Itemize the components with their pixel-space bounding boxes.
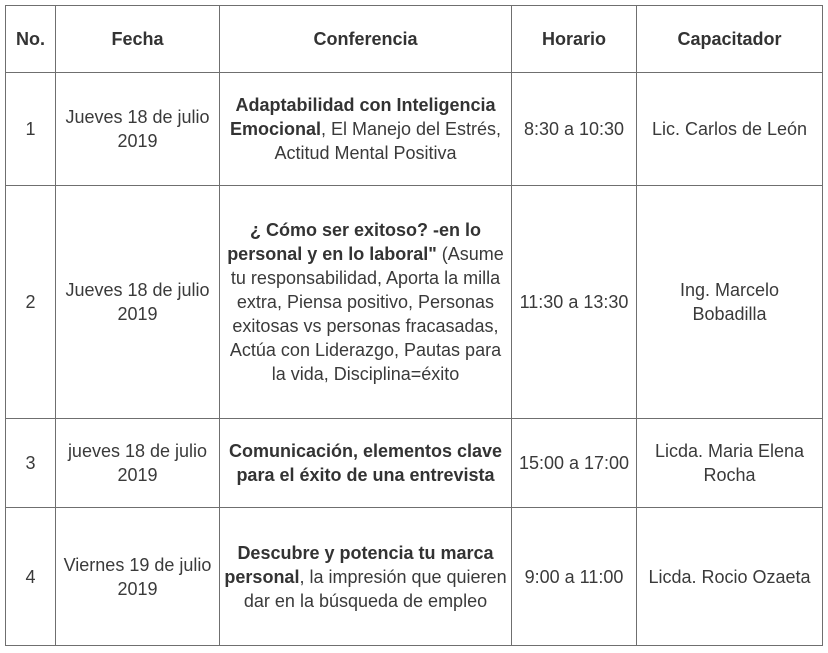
header-capacitador: Capacitador bbox=[637, 6, 823, 73]
header-fecha: Fecha bbox=[56, 6, 220, 73]
cell-fecha: Viernes 19 de julio 2019 bbox=[56, 508, 220, 646]
cell-fecha: jueves 18 de julio 2019 bbox=[56, 419, 220, 508]
header-conferencia: Conferencia bbox=[220, 6, 512, 73]
cell-horario: 11:30 a 13:30 bbox=[512, 186, 637, 419]
header-horario: Horario bbox=[512, 6, 637, 73]
conference-title: Comunicación, elementos clave para el éxito de una entrevista bbox=[228, 441, 503, 485]
cell-no: 1 bbox=[6, 73, 56, 186]
cell-no: 2 bbox=[6, 186, 56, 419]
cell-capacitador: Licda. Maria Elena Rocha bbox=[637, 419, 823, 508]
cell-conferencia bbox=[220, 508, 512, 646]
cell-capacitador: Licda. Rocio Ozaeta bbox=[637, 508, 823, 646]
table-row bbox=[6, 419, 823, 508]
conference-title: ¿ Cómo ser exitoso? -en lo personal y en lo laboral" bbox=[227, 220, 482, 264]
cell-conferencia bbox=[220, 186, 512, 419]
cell-horario: 8:30 a 10:30 bbox=[512, 73, 637, 186]
cell-conferencia bbox=[220, 73, 512, 186]
header-no: No. bbox=[6, 6, 56, 73]
table-row bbox=[6, 186, 823, 419]
cell-conferencia bbox=[220, 419, 512, 508]
conference-details: , El Manejo del Estrés, Actitud Mental Positiva bbox=[274, 119, 502, 163]
conference-details: (Asume tu responsabilidad, Aporta la milla extra, Piensa positivo, Personas exitosas vs personas fracasadas, Actúa con Liderazgo, Pautas para la vida, Disciplina=éxito bbox=[229, 244, 504, 384]
conference-details: , la impresión que quieren dar en la búsqueda de empleo bbox=[243, 566, 507, 611]
cell-fecha: Jueves 18 de julio 2019 bbox=[56, 73, 220, 186]
table-body bbox=[6, 73, 823, 646]
cell-fecha: Jueves 18 de julio 2019 bbox=[56, 186, 220, 419]
cell-capacitador: Lic. Carlos de León bbox=[637, 73, 823, 186]
table-header bbox=[6, 6, 823, 73]
cell-no: 3 bbox=[6, 419, 56, 508]
conference-schedule-table bbox=[5, 5, 823, 646]
conference-title: Adaptabilidad con Inteligencia Emocional bbox=[229, 95, 496, 139]
conference-title: Descubre y potencia tu marca personal bbox=[224, 542, 494, 587]
cell-no: 4 bbox=[6, 508, 56, 646]
cell-horario: 15:00 a 17:00 bbox=[512, 419, 637, 508]
cell-capacitador: Ing. Marcelo Bobadilla bbox=[637, 186, 823, 419]
table-row bbox=[6, 508, 823, 646]
cell-horario: 9:00 a 11:00 bbox=[512, 508, 637, 646]
table-row bbox=[6, 73, 823, 186]
header-row bbox=[6, 6, 823, 73]
